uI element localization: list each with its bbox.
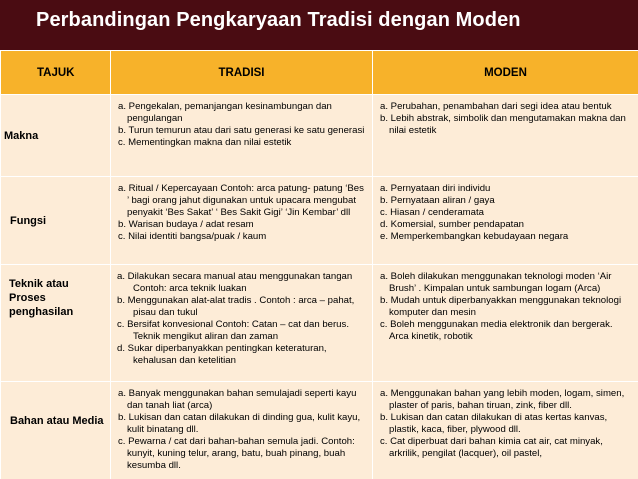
row-label-bahan: Bahan atau Media — [1, 382, 111, 479]
table-header-row — [1, 51, 638, 95]
list-item: c. Hiasan / cenderamata — [380, 207, 484, 218]
list-item: d. Komersial, sumber pendapatan — [380, 219, 524, 230]
header-moden: MODEN — [373, 51, 638, 95]
slide-title: Perbandingan Pengkaryaan Tradisi dengan Moden — [36, 9, 521, 31]
tradisi-cell-teknik — [111, 265, 373, 382]
tradisi-cell-bahan — [111, 382, 373, 479]
comparison-table — [0, 50, 638, 479]
list-item: e. Memperkembangkan kebudayaan negara — [380, 231, 569, 242]
list-item: b. Warisan budaya / adat resam — [118, 219, 254, 230]
list-item: a. Pengekalan, pemanjangan kesinambungan dan pengulangan — [118, 101, 332, 124]
header-tradisi: TRADISI — [111, 51, 373, 95]
row-label-makna: Makna — [1, 95, 111, 177]
list-item: b. Lukisan dan catan dilakukan di atas kertas kanvas, plastik, kaca, fiber, plywood dll. — [380, 412, 608, 435]
list-item: c. Pewarna / cat dari bahan-bahan semula jadi. Contoh: kunyit, kuning telur, arang, batu, buah pinang, buah kesumba dll. — [118, 436, 355, 471]
moden-cell-bahan — [373, 382, 638, 479]
list-item: a. Pernyataan diri individu — [380, 183, 491, 194]
header-tajuk: TAJUK — [1, 51, 111, 95]
row-label-teknik: Teknik atau Proses penghasilan — [1, 265, 111, 382]
list-item: c. Mementingkan makna dan nilai estetik — [118, 137, 292, 148]
list-item: c. Cat diperbuat dari bahan kimia cat air, cat minyak, arkrilik, pengilat (lacquer), oil pastel, — [380, 436, 603, 459]
tradisi-cell-makna — [111, 95, 373, 177]
table-row-fungsi — [1, 177, 638, 265]
moden-cell-teknik — [373, 265, 638, 382]
list-item: a. Banyak menggunakan bahan semulajadi seperti kayu dan tanah liat (arca) — [118, 388, 357, 411]
row-label-fungsi: Fungsi — [1, 177, 111, 265]
tradisi-cell-fungsi — [111, 177, 373, 265]
list-item: a. Menggunakan bahan yang lebih moden, logam, simen, plaster of paris, bahan tiruan, zink, fiber dll. — [380, 388, 625, 411]
list-item: c. Boleh menggunakan media elektronik dan bergerak. Arca kinetik, robotik — [380, 319, 613, 342]
list-item: a. Boleh dilakukan menggunakan teknologi moden ‘Air Brush’ . Kimpalan untuk sambungan logam (Arca) — [380, 271, 612, 294]
list-item: d. Sukar diperbanyakkan pentingkan keteraturan, kehalusan dan ketelitian — [117, 343, 327, 366]
list-item: a. Dilakukan secara manual atau menggunakan tangan Contoh: arca teknik luakan — [117, 271, 353, 294]
table-row-bahan — [1, 382, 638, 479]
list-item: b. Lukisan dan catan dilakukan di dinding gua, kulit kayu, kulit binatang dll. — [118, 412, 361, 435]
list-item: b. Menggunakan alat-alat tradis . Contoh : arca – pahat, pisau dan tukul — [117, 295, 355, 318]
list-item: b. Turun temurun atau dari satu generasi ke satu generasi — [118, 125, 365, 136]
list-item: a. Perubahan, penambahan dari segi idea atau bentuk — [380, 101, 612, 112]
moden-cell-makna — [373, 95, 638, 177]
list-item: b. Mudah untuk diperbanyakkan menggunakan teknologi komputer dan mesin — [380, 295, 622, 318]
table-row-teknik — [1, 265, 638, 382]
list-item: b. Pernyataan aliran / gaya — [380, 195, 495, 206]
table-row-makna — [1, 95, 638, 177]
list-item: c. Bersifat konvesional Contoh: Catan – cat dan berus. Teknik mengikut aliran dan zaman — [117, 319, 349, 342]
list-item: a. Ritual / Kepercayaan Contoh: arca patung- patung ‘Bes ’ bagi orang jahut digunakan untuk upacara mengubat penyakit ‘Bes Sakat’ ‘ Bes Sakit Gigi’ ‘Jin Kembar’ dll — [118, 183, 364, 218]
moden-cell-fungsi — [373, 177, 638, 265]
list-item: b. Lebih abstrak, simbolik dan mengutamakan makna dan nilai estetik — [380, 113, 626, 136]
list-item: c. Nilai identiti bangsa/puak / kaum — [118, 231, 267, 242]
